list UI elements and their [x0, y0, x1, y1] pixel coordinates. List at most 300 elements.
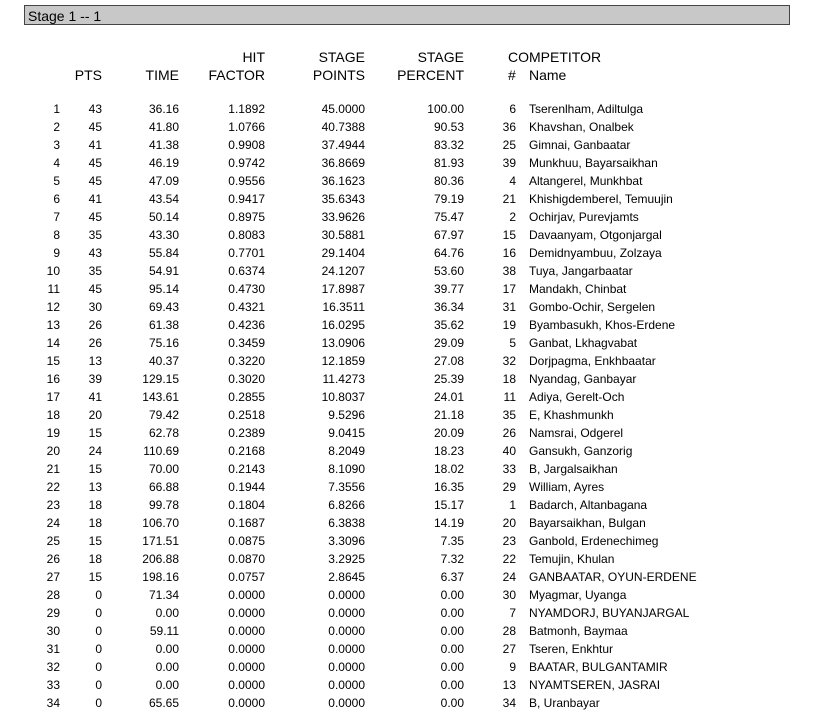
stage-points-cell: 2.8645	[328, 570, 365, 584]
place-cell: 3	[53, 138, 60, 152]
place-cell: 16	[46, 372, 60, 386]
stage-percent-cell: 18.23	[433, 444, 464, 458]
place-cell: 22	[46, 480, 60, 494]
hit-factor-cell: 0.2855	[228, 390, 265, 404]
table-row	[0, 514, 697, 532]
hit-factor-cell: 0.1804	[228, 498, 265, 512]
time-cell: 43.54	[148, 192, 179, 206]
time-cell: 95.14	[148, 282, 179, 296]
time-cell: 41.80	[148, 120, 179, 134]
pts-cell: 35	[88, 264, 102, 278]
place-cell: 12	[46, 300, 60, 314]
stage-points-cell: 24.1207	[321, 264, 365, 278]
stage-percent-cell: 20.09	[433, 426, 464, 440]
competitor-name-cell: Gombo-Ochir, Sergelen	[529, 300, 656, 314]
competitor-number-cell: 9	[509, 660, 516, 674]
pts-cell: 13	[88, 354, 102, 368]
stage-percent-cell: 24.01	[433, 390, 464, 404]
place-cell: 26	[46, 552, 60, 566]
stage-percent-cell: 75.47	[433, 210, 464, 224]
competitor-number-cell: 17	[502, 282, 516, 296]
pts-cell: 0	[95, 678, 102, 692]
competitor-number-cell: 19	[502, 318, 516, 332]
place-cell: 2	[53, 120, 60, 134]
hit-factor-cell: 0.0000	[228, 696, 265, 710]
stage-points-cell: 0.0000	[328, 588, 365, 602]
hit-factor-cell: 0.9908	[228, 138, 265, 152]
competitor-name-cell: Tseren, Enkhtur	[529, 642, 614, 656]
table-row	[0, 586, 697, 604]
place-cell: 25	[46, 534, 60, 548]
pts-cell: 41	[88, 138, 102, 152]
header-stage-percent-top: STAGE	[417, 49, 464, 65]
time-cell: 65.65	[148, 696, 179, 710]
stage-points-cell: 12.1859	[321, 354, 365, 368]
competitor-number-cell: 1	[509, 498, 516, 512]
stage-points-cell: 0.0000	[328, 624, 365, 638]
stage-points-cell: 9.5296	[328, 408, 365, 422]
table-row	[0, 226, 697, 244]
stage-percent-cell: 7.35	[440, 534, 464, 548]
pts-cell: 26	[88, 336, 102, 350]
stage-points-cell: 40.7388	[321, 120, 365, 134]
header-stage-percent-bottom: PERCENT	[397, 67, 464, 83]
competitor-number-cell: 39	[502, 156, 516, 170]
competitor-name-cell: Nyandag, Ganbayar	[529, 372, 637, 386]
stage-points-cell: 6.8266	[328, 498, 365, 512]
table-row	[0, 388, 697, 406]
competitor-number-cell: 13	[502, 678, 516, 692]
stage-percent-cell: 0.00	[440, 606, 464, 620]
stage-percent-cell: 83.32	[433, 138, 464, 152]
table-row	[0, 352, 697, 370]
competitor-name-cell: Gansukh, Ganzorig	[529, 444, 633, 458]
time-cell: 0.00	[155, 660, 179, 674]
stage-percent-cell: 53.60	[433, 264, 464, 278]
pts-cell: 15	[88, 534, 102, 548]
time-cell: 59.11	[149, 624, 179, 638]
hit-factor-cell: 0.0000	[228, 624, 265, 638]
competitor-number-cell: 20	[502, 516, 516, 530]
time-cell: 110.69	[143, 444, 179, 458]
stage-title: Stage 1 -- 1	[28, 8, 102, 24]
hit-factor-cell: 0.1687	[228, 516, 265, 530]
competitor-name-cell: Badarch, Altanbagana	[529, 498, 648, 512]
hit-factor-cell: 0.2518	[228, 408, 265, 422]
stage-percent-cell: 7.32	[440, 552, 464, 566]
pts-cell: 45	[88, 156, 102, 170]
stage-percent-cell: 29.09	[433, 336, 464, 350]
place-cell: 28	[46, 588, 60, 602]
table-row	[0, 460, 697, 478]
header-pts: PTS	[74, 67, 102, 83]
place-cell: 13	[46, 318, 60, 332]
table-row	[0, 442, 697, 460]
header-time: TIME	[145, 67, 179, 83]
stage-percent-cell: 39.77	[433, 282, 464, 296]
stage-percent-cell: 0.00	[440, 696, 464, 710]
hit-factor-cell: 0.9417	[228, 192, 265, 206]
competitor-name-cell: Khishigdemberel, Temuujin	[529, 192, 673, 206]
place-cell: 18	[46, 408, 60, 422]
pts-cell: 15	[88, 426, 102, 440]
time-cell: 46.19	[148, 156, 179, 170]
hit-factor-cell: 0.0000	[228, 588, 265, 602]
time-cell: 50.14	[148, 210, 179, 224]
competitor-number-cell: 30	[502, 588, 516, 602]
pts-cell: 26	[88, 318, 102, 332]
competitor-name-cell: Byambasukh, Khos-Erdene	[529, 318, 676, 332]
hit-factor-cell: 0.2168	[228, 444, 265, 458]
table-row	[0, 604, 697, 622]
place-cell: 1	[53, 102, 60, 116]
stage-points-cell: 11.4273	[322, 372, 365, 386]
stage-points-cell: 16.3511	[322, 300, 365, 314]
competitor-name-cell: Ganbat, Lkhagvabat	[529, 336, 638, 350]
pts-cell: 45	[88, 120, 102, 134]
header-number: #	[508, 67, 516, 83]
time-cell: 54.91	[148, 264, 179, 278]
stage-points-cell: 16.0295	[321, 318, 365, 332]
stage-percent-cell: 27.08	[433, 354, 464, 368]
time-cell: 79.42	[148, 408, 179, 422]
stage-percent-cell: 100.00	[427, 102, 464, 116]
pts-cell: 43	[88, 246, 102, 260]
competitor-number-cell: 32	[502, 354, 516, 368]
stage-points-cell: 3.2925	[328, 552, 365, 566]
stage-points-cell: 30.5881	[321, 228, 365, 242]
competitor-name-cell: NYAMTSEREN, JASRAI	[529, 678, 661, 692]
stage-percent-cell: 0.00	[440, 588, 464, 602]
table-row	[0, 172, 697, 190]
hit-factor-cell: 1.0766	[228, 120, 265, 134]
competitor-name-cell: Dorjpagma, Enkhbaatar	[529, 354, 656, 368]
pts-cell: 0	[95, 606, 102, 620]
table-row	[0, 496, 697, 514]
table-row	[0, 262, 697, 280]
hit-factor-cell: 0.8083	[228, 228, 265, 242]
hit-factor-cell: 0.0875	[228, 534, 265, 548]
place-cell: 17	[46, 390, 60, 404]
time-cell: 70.00	[148, 462, 179, 476]
competitor-number-cell: 2	[509, 210, 516, 224]
table-row	[0, 136, 697, 154]
competitor-number-cell: 36	[502, 120, 516, 134]
stage-percent-cell: 35.62	[433, 318, 464, 332]
stage-points-cell: 37.4944	[321, 138, 365, 152]
pts-cell: 45	[88, 174, 102, 188]
stage-points-cell: 8.2049	[328, 444, 365, 458]
stage-percent-cell: 0.00	[440, 660, 464, 674]
hit-factor-cell: 0.0000	[228, 660, 265, 674]
stage-percent-cell: 80.36	[433, 174, 464, 188]
table-row	[0, 622, 697, 640]
competitor-name-cell: Munkhuu, Bayarsaikhan	[529, 156, 658, 170]
time-cell: 106.70	[142, 516, 179, 530]
stage-header-bar	[24, 5, 790, 25]
stage-points-cell: 0.0000	[328, 696, 365, 710]
table-row	[0, 406, 697, 424]
table-row	[0, 550, 697, 568]
stage-points-cell: 6.3838	[328, 516, 365, 530]
time-cell: 129.15	[142, 372, 179, 386]
header-hit: HIT	[242, 49, 265, 65]
competitor-name-cell: Tuya, Jangarbaatar	[529, 264, 633, 278]
competitor-number-cell: 6	[509, 102, 516, 116]
competitor-name-cell: GANBAATAR, OYUN-ERDENE	[529, 570, 697, 584]
table-row	[0, 316, 697, 334]
competitor-number-cell: 18	[502, 372, 516, 386]
competitor-name-cell: B, Jargalsaikhan	[529, 462, 618, 476]
time-cell: 36.16	[148, 102, 179, 116]
competitor-number-cell: 28	[502, 624, 516, 638]
stage-percent-cell: 25.39	[433, 372, 464, 386]
place-cell: 27	[46, 570, 60, 584]
header-stage-points-top: STAGE	[318, 49, 365, 65]
table-row	[0, 118, 697, 136]
competitor-number-cell: 31	[502, 300, 516, 314]
table-row	[0, 298, 697, 316]
place-cell: 31	[46, 642, 60, 656]
table-row	[0, 568, 697, 586]
competitor-number-cell: 38	[502, 264, 516, 278]
hit-factor-cell: 0.0757	[228, 570, 265, 584]
time-cell: 0.00	[155, 642, 179, 656]
competitor-name-cell: Batmonh, Baymaa	[529, 624, 628, 638]
stage-points-cell: 7.3556	[328, 480, 365, 494]
competitor-name-cell: Altangerel, Munkhbat	[529, 174, 643, 188]
time-cell: 75.16	[148, 336, 179, 350]
competitor-number-cell: 27	[502, 642, 516, 656]
hit-factor-cell: 0.6374	[228, 264, 265, 278]
competitor-number-cell: 4	[509, 174, 516, 188]
stage-percent-cell: 21.18	[433, 408, 464, 422]
place-cell: 5	[53, 174, 60, 188]
hit-factor-cell: 0.3459	[228, 336, 265, 350]
table-row	[0, 532, 697, 550]
hit-factor-cell: 0.7701	[228, 246, 265, 260]
stage-points-cell: 0.0000	[328, 642, 365, 656]
table-row	[0, 478, 697, 496]
hit-factor-cell: 0.8975	[228, 210, 265, 224]
time-cell: 71.34	[148, 588, 179, 602]
table-row	[0, 640, 697, 658]
stage-percent-cell: 0.00	[440, 642, 464, 656]
competitor-number-cell: 16	[502, 246, 516, 260]
hit-factor-cell: 0.2143	[228, 462, 265, 476]
time-cell: 47.09	[148, 174, 179, 188]
place-cell: 8	[53, 228, 60, 242]
competitor-name-cell: Temujin, Khulan	[529, 552, 615, 566]
pts-cell: 41	[88, 390, 102, 404]
competitor-name-cell: B, Uranbayar	[529, 696, 600, 710]
results-table	[0, 100, 697, 712]
time-cell: 66.88	[148, 480, 179, 494]
stage-points-cell: 13.0906	[321, 336, 365, 350]
stage-percent-cell: 81.93	[433, 156, 464, 170]
hit-factor-cell: 0.0000	[228, 642, 265, 656]
stage-percent-cell: 79.19	[433, 192, 464, 206]
time-cell: 198.16	[142, 570, 179, 584]
competitor-name-cell: Mandakh, Chinbat	[529, 282, 627, 296]
stage-points-cell: 35.6343	[321, 192, 365, 206]
place-cell: 14	[46, 336, 60, 350]
place-cell: 23	[46, 498, 60, 512]
stage-percent-cell: 16.35	[433, 480, 464, 494]
stage-points-cell: 36.8669	[321, 156, 365, 170]
pts-cell: 0	[95, 624, 102, 638]
time-cell: 0.00	[155, 606, 179, 620]
place-cell: 30	[46, 624, 60, 638]
stage-percent-cell: 64.76	[433, 246, 464, 260]
pts-cell: 20	[88, 408, 102, 422]
stage-percent-cell: 0.00	[440, 624, 464, 638]
table-row	[0, 154, 697, 172]
hit-factor-cell: 0.4730	[228, 282, 265, 296]
table-row	[0, 208, 697, 226]
hit-factor-cell: 0.1944	[228, 480, 265, 494]
time-cell: 62.78	[148, 426, 179, 440]
time-cell: 43.30	[148, 228, 179, 242]
time-cell: 143.61	[142, 390, 179, 404]
competitor-name-cell: BAATAR, BULGANTAMIR	[529, 660, 668, 674]
stage-points-cell: 9.0415	[328, 426, 365, 440]
stage-percent-cell: 18.02	[433, 462, 464, 476]
stage-percent-cell: 6.37	[440, 570, 464, 584]
competitor-name-cell: William, Ayres	[529, 480, 605, 494]
competitor-name-cell: Myagmar, Uyanga	[529, 588, 627, 602]
hit-factor-cell: 0.3220	[228, 354, 265, 368]
pts-cell: 18	[88, 552, 102, 566]
place-cell: 10	[46, 264, 60, 278]
place-cell: 21	[46, 462, 60, 476]
stage-points-cell: 36.1623	[321, 174, 365, 188]
stage-points-cell: 0.0000	[328, 606, 365, 620]
competitor-number-cell: 22	[502, 552, 516, 566]
competitor-number-cell: 29	[502, 480, 516, 494]
competitor-name-cell: Ochirjav, Purevjamts	[529, 210, 639, 224]
place-cell: 11	[47, 282, 60, 296]
pts-cell: 45	[88, 210, 102, 224]
competitor-number-cell: 11	[503, 390, 516, 404]
place-cell: 34	[46, 696, 60, 710]
competitor-name-cell: Bayarsaikhan, Bulgan	[529, 516, 646, 530]
pts-cell: 15	[88, 462, 102, 476]
competitor-number-cell: 34	[502, 696, 516, 710]
competitor-number-cell: 15	[502, 228, 516, 242]
place-cell: 15	[46, 354, 60, 368]
place-cell: 32	[46, 660, 60, 674]
time-cell: 206.88	[142, 552, 179, 566]
competitor-number-cell: 40	[502, 444, 516, 458]
pts-cell: 39	[88, 372, 102, 386]
time-cell: 40.37	[148, 354, 179, 368]
hit-factor-cell: 1.1892	[228, 102, 265, 116]
time-cell: 41.38	[148, 138, 179, 152]
competitor-number-cell: 25	[502, 138, 516, 152]
time-cell: 69.43	[148, 300, 179, 314]
stage-points-cell: 10.8037	[321, 390, 365, 404]
table-row	[0, 100, 697, 118]
pts-cell: 0	[95, 588, 102, 602]
competitor-name-cell: Demidnyambuu, Zolzaya	[529, 246, 662, 260]
header-factor: FACTOR	[208, 67, 265, 83]
competitor-name-cell: Khavshan, Onalbek	[529, 120, 634, 134]
stage-percent-cell: 15.17	[433, 498, 464, 512]
header-competitor: COMPETITOR	[508, 49, 602, 65]
table-row	[0, 190, 697, 208]
table-row	[0, 658, 697, 676]
place-cell: 29	[46, 606, 60, 620]
hit-factor-cell: 0.4236	[228, 318, 265, 332]
competitor-name-cell: Davaanyam, Otgonjargal	[529, 228, 662, 242]
place-cell: 4	[53, 156, 60, 170]
stage-percent-cell: 67.97	[433, 228, 464, 242]
hit-factor-cell: 0.4321	[228, 300, 265, 314]
competitor-name-cell: Gimnai, Ganbaatar	[529, 138, 631, 152]
table-row	[0, 694, 697, 712]
stage-points-cell: 0.0000	[328, 660, 365, 674]
pts-cell: 43	[88, 102, 102, 116]
stage-points-cell: 33.9626	[321, 210, 365, 224]
stage-points-cell: 17.8987	[321, 282, 365, 296]
pts-cell: 18	[88, 516, 102, 530]
hit-factor-cell: 0.0000	[228, 678, 265, 692]
competitor-name-cell: NYAMDORJ, BUYANJARGAL	[529, 606, 690, 620]
place-cell: 24	[46, 516, 60, 530]
table-row	[0, 424, 697, 442]
stage-points-cell: 45.0000	[321, 102, 365, 116]
pts-cell: 24	[88, 444, 102, 458]
competitor-number-cell: 24	[502, 570, 516, 584]
place-cell: 9	[53, 246, 60, 260]
pts-cell: 0	[95, 660, 102, 674]
place-cell: 20	[46, 444, 60, 458]
stage-percent-cell: 0.00	[440, 678, 464, 692]
hit-factor-cell: 0.9556	[228, 174, 265, 188]
pts-cell: 45	[88, 282, 102, 296]
stage-points-cell: 0.0000	[328, 678, 365, 692]
pts-cell: 0	[95, 642, 102, 656]
place-cell: 7	[53, 210, 60, 224]
table-row	[0, 244, 697, 262]
time-cell: 55.84	[148, 246, 179, 260]
competitor-number-cell: 23	[502, 534, 516, 548]
table-row	[0, 370, 697, 388]
header-name: Name	[529, 67, 567, 83]
competitor-number-cell: 5	[509, 336, 516, 350]
stage-points-cell: 29.1404	[321, 246, 365, 260]
table-row	[0, 280, 697, 298]
pts-cell: 15	[88, 570, 102, 584]
hit-factor-cell: 0.3020	[228, 372, 265, 386]
time-cell: 0.00	[155, 678, 179, 692]
competitor-name-cell: Ganbold, Erdenechimeg	[529, 534, 659, 548]
competitor-number-cell: 33	[502, 462, 516, 476]
competitor-name-cell: E, Khashmunkh	[529, 408, 614, 422]
table-row	[0, 334, 697, 352]
pts-cell: 0	[95, 696, 102, 710]
place-cell: 19	[46, 426, 60, 440]
competitor-name-cell: Adiya, Gerelt-Och	[529, 390, 625, 404]
stage-points-cell: 8.1090	[328, 462, 365, 476]
competitor-number-cell: 35	[502, 408, 516, 422]
competitor-name-cell: Tserenlham, Adiltulga	[529, 102, 644, 116]
pts-cell: 18	[88, 498, 102, 512]
competitor-number-cell: 21	[502, 192, 516, 206]
place-cell: 6	[53, 192, 60, 206]
results-body	[0, 100, 697, 712]
